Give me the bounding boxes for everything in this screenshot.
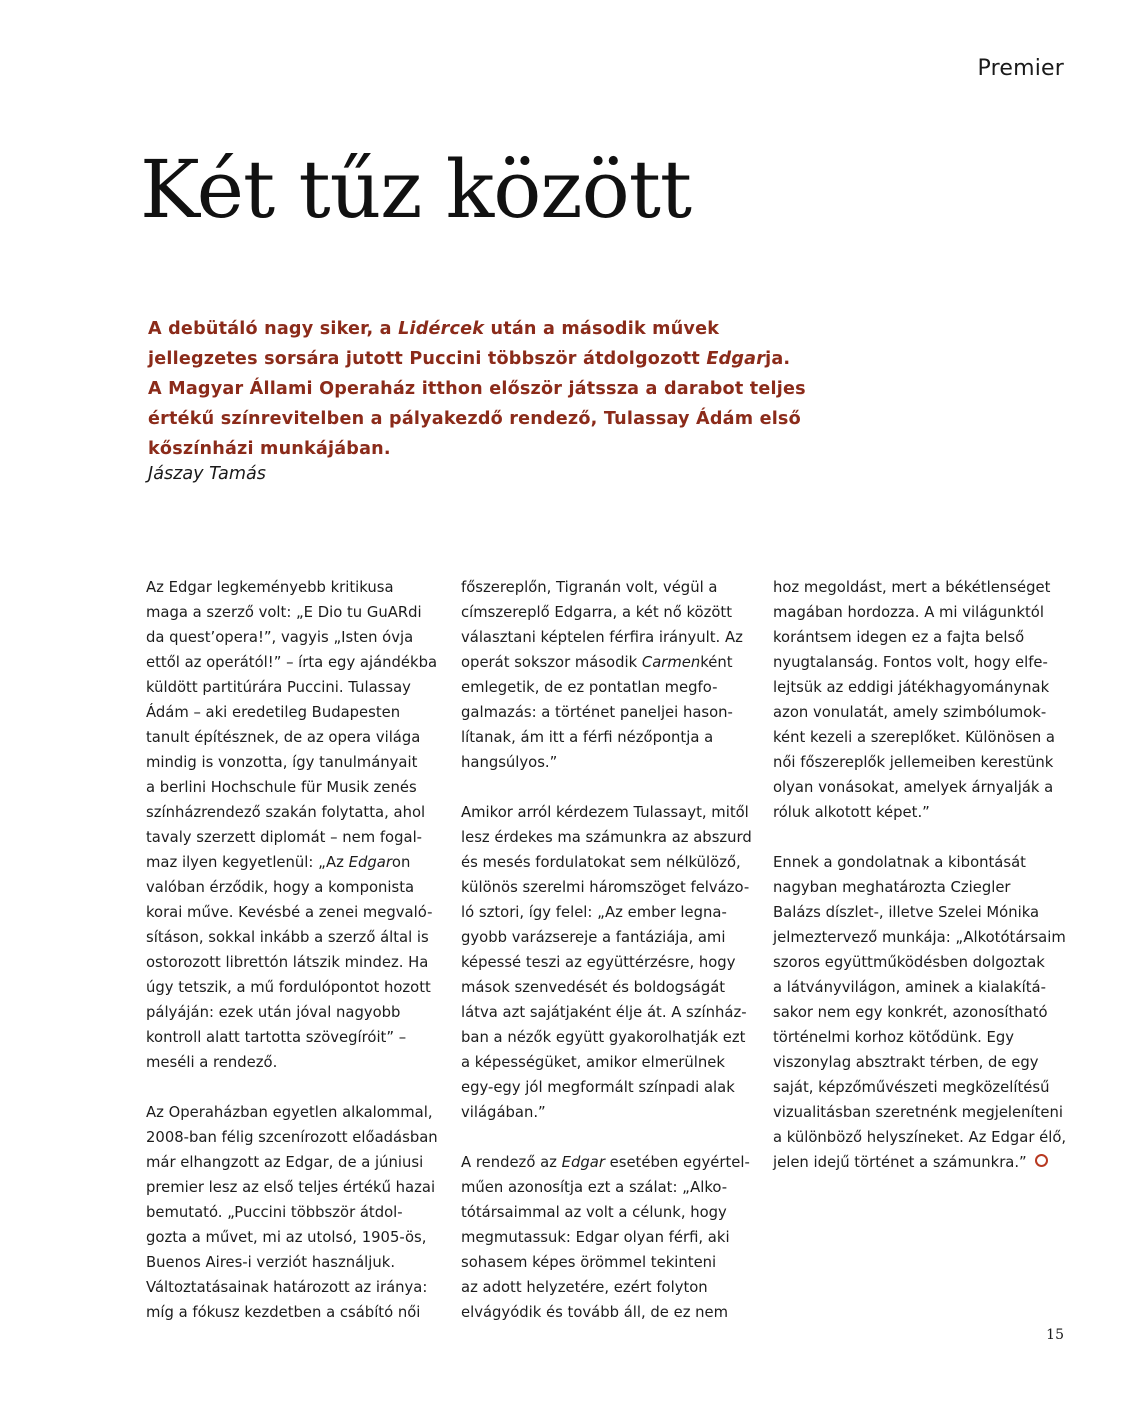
text-run: ló sztori, így felel: „Az ember legna- (461, 904, 727, 921)
text-run: műen azonosítja ezt a szálat: „Alko- (461, 1179, 728, 1196)
text-line (773, 925, 1073, 950)
text-line (146, 1025, 446, 1050)
text-run: a berlini Hochschule für Musik zenés (146, 779, 417, 796)
lead-paragraph (148, 314, 806, 464)
text-line (461, 700, 761, 725)
text-run: ban a nézők együtt gyakorolhatják ezt (461, 1029, 746, 1046)
text-line (461, 875, 761, 900)
text-line (148, 344, 791, 374)
text-run: maga a szerző volt: „E Dio tu GuARdi (146, 604, 422, 621)
text-line (146, 1300, 446, 1325)
text-line (773, 700, 1073, 725)
text-run: ként kezeli a szereplőket. Különösen a (773, 729, 1055, 746)
text-run: Balázs díszlet-, illetve Szelei Mónika (773, 904, 1040, 921)
text-run: már elhangzott az Edgar, de a júniusi (146, 1154, 424, 1171)
author-byline: Jászay Tamás (148, 464, 266, 484)
text-line (146, 1175, 446, 1200)
text-line (461, 1250, 761, 1275)
text-run: választani képtelen férfira irányult. Az (461, 629, 743, 646)
text-line (773, 600, 1073, 625)
text-run: a különböző helyszíneket. Az Edgar élő, (773, 1129, 1067, 1146)
text-run: korántsem idegen ez a fajta belső (773, 629, 1025, 646)
text-run: saját, képzőművészeti megközelítésű (773, 1079, 1050, 1096)
text-run: viszonylag absztrakt térben, de egy (773, 1054, 1039, 1071)
text-line (461, 1025, 761, 1050)
text-run: tótársaimmal az volt a célunk, hogy (461, 1204, 727, 1221)
text-line (773, 725, 1073, 750)
text-run: egy-egy jól megformált színpadi alak (461, 1079, 735, 1096)
text-run: A Magyar Állami Operaház itthon először játssza a darabot teljes (148, 379, 806, 399)
text-run: bemutató. „Puccini többször átdol- (146, 1204, 403, 1221)
text-line (461, 650, 761, 675)
text-run: ostorozott librettón látszik mindez. Ha (146, 954, 429, 971)
text-line (146, 675, 446, 700)
text-line (461, 1100, 761, 1125)
text-line (461, 925, 761, 950)
text-line (773, 750, 1073, 775)
text-run: értékű színrevitelben a pályakezdő rendező, Tulassay Ádám első (148, 409, 801, 429)
text-line (146, 975, 446, 1000)
article-paragraph (461, 800, 761, 1125)
text-run: és mesés fordulatokat sem nélkülöző, (461, 854, 741, 871)
text-run: galmazás: a történet paneljei hason- (461, 704, 733, 721)
text-run: küldött partitúrára Puccini. Tulassay (146, 679, 411, 696)
text-line (146, 725, 446, 750)
text-line (773, 850, 1073, 875)
text-line (773, 625, 1073, 650)
text-run: főszereplőn, Tigranán volt, végül a (461, 579, 718, 596)
text-line (461, 800, 761, 825)
text-run: Az Operaházban egyetlen alkalommal, (146, 1104, 433, 1121)
text-line (146, 925, 446, 950)
text-run: jellegzetes sorsára jutott Puccini többször átdolgozott (148, 349, 707, 369)
text-run: tavaly szerzett diplomát – nem fogal- (146, 829, 423, 846)
page-title: Két tűz között (140, 143, 692, 236)
text-run: róluk alkotott képet.” (773, 804, 930, 821)
text-run: da quest’opera!”, vagyis „Isten óvja (146, 629, 414, 646)
text-line (773, 1100, 1073, 1125)
text-run: tanult építésznek, de az opera világa (146, 729, 421, 746)
text-line (773, 1075, 1073, 1100)
text-run: az adott helyzetére, ezért folyton (461, 1279, 708, 1296)
text-line (773, 1000, 1073, 1025)
text-run: sításon, sokkal inkább a szerző által is (146, 929, 429, 946)
text-run: mások szenvedését és boldogságát (461, 979, 726, 996)
text-run: gozta a művet, mi az utolsó, 1905-ös, (146, 1229, 427, 1246)
text-run: Amikor arról kérdezem Tulassayt, mitől (461, 804, 749, 821)
text-line (146, 850, 446, 875)
text-line (773, 875, 1073, 900)
article-paragraph (773, 575, 1073, 825)
italic-text-run: Carmen (641, 654, 701, 671)
text-line (146, 1100, 446, 1125)
text-line (146, 800, 446, 825)
text-line (146, 600, 446, 625)
text-line (146, 1275, 446, 1300)
text-run: jelen idejű történet a számunkra.” (773, 1154, 1027, 1171)
text-line (461, 1075, 761, 1100)
article-paragraph (461, 1150, 761, 1325)
text-line (461, 675, 761, 700)
article-column-1 (146, 575, 446, 1350)
text-line (461, 725, 761, 750)
text-run: lítanak, ám itt a férfi nézőpontja a (461, 729, 714, 746)
end-of-article-icon (1035, 1154, 1048, 1167)
text-line (773, 975, 1073, 1000)
text-run: lejtsük az eddigi játékhagyománynak (773, 679, 1050, 696)
text-run: megmutassuk: Edgar olyan férfi, aki (461, 1229, 730, 1246)
italic-text-run: Edgar (348, 854, 392, 871)
text-run: női főszereplők jellemeiben kerestünk (773, 754, 1054, 771)
text-run: jelmeztervező munkája: „Alkotótársaim (773, 929, 1066, 946)
text-line (146, 1200, 446, 1225)
text-line (773, 1025, 1073, 1050)
text-run: címszereplő Edgarra, a két nő között (461, 604, 733, 621)
text-line (148, 404, 801, 434)
page-number: 15 (1046, 1327, 1064, 1343)
text-run: valóban érződik, hogy a komponista (146, 879, 415, 896)
text-run: Az Edgar legkeményebb kritikusa (146, 579, 394, 596)
text-line (146, 950, 446, 975)
text-run: korai műve. Kevésbé a zenei megvaló- (146, 904, 433, 921)
text-line (461, 975, 761, 1000)
text-line (146, 625, 446, 650)
text-line (146, 1125, 446, 1150)
text-line (146, 650, 446, 675)
article-paragraph (461, 575, 761, 775)
text-run: történelmi korhoz kötődünk. Egy (773, 1029, 1015, 1046)
text-run: míg a fókusz kezdetben a csábító női (146, 1304, 421, 1321)
text-run: nyugtalanság. Fontos volt, hogy elfe- (773, 654, 1048, 671)
text-line (461, 1200, 761, 1225)
text-line (146, 1000, 446, 1025)
text-run: lesz érdekes ma számunkra az abszurd (461, 829, 752, 846)
text-run: vizualitásban szeretnénk megjeleníteni (773, 1104, 1064, 1121)
text-run: on (391, 854, 411, 871)
text-line (146, 700, 446, 725)
text-run: A debütáló nagy siker, a (148, 319, 399, 339)
text-line (773, 950, 1073, 975)
text-line (461, 1225, 761, 1250)
article-column-2 (461, 575, 761, 1350)
text-line (461, 575, 761, 600)
text-run: Ádám – aki eredetileg Budapesten (146, 704, 401, 721)
text-run: pályáján: ezek után jóval nagyobb (146, 1004, 401, 1021)
article-paragraph (773, 850, 1073, 1175)
text-run: nagyban meghatározta Cziegler (773, 879, 1011, 896)
text-run: Változtatásainak határozott az iránya: (146, 1279, 428, 1296)
text-line (146, 775, 446, 800)
text-run: után a második művek (484, 319, 720, 339)
article-column-3 (773, 575, 1073, 1200)
text-run: 2008-ban félig szcenírozott előadásban (146, 1129, 438, 1146)
text-line (773, 900, 1073, 925)
text-run: Buenos Aires-i verziót használjuk. (146, 1254, 396, 1271)
text-run: ként (700, 654, 733, 671)
text-line (146, 1150, 446, 1175)
text-line (146, 1050, 446, 1075)
text-line (461, 1175, 761, 1200)
text-run: képessé teszi az együttérzésre, hogy (461, 954, 736, 971)
text-line (461, 750, 761, 775)
text-line (461, 625, 761, 650)
text-run: színházrendező szakán folytatta, ahol (146, 804, 426, 821)
text-run: látva azt sajátjaként élje át. A színház- (461, 1004, 747, 1021)
article-paragraph (146, 575, 446, 1075)
italic-text-run: Lidércek (398, 319, 485, 339)
text-run: esetében egyértel- (604, 1154, 750, 1171)
text-line (773, 1125, 1073, 1150)
text-line (773, 1050, 1073, 1075)
text-run: olyan vonásokat, amelyek árnyalják a (773, 779, 1054, 796)
text-line (773, 675, 1073, 700)
text-line (146, 750, 446, 775)
text-line (146, 900, 446, 925)
section-label: Premier (977, 56, 1064, 81)
text-run: gyobb varázsereje a fantáziája, ami (461, 929, 726, 946)
italic-text-run: Edgar (561, 1154, 605, 1171)
text-line (146, 875, 446, 900)
text-run: ja. (765, 349, 791, 369)
text-line (773, 575, 1073, 600)
text-line (146, 825, 446, 850)
text-line (148, 314, 788, 344)
text-run: a látványvilágon, aminek a kialakítá- (773, 979, 1046, 996)
text-run: sohasem képes örömmel tekinteni (461, 1254, 717, 1271)
text-line (148, 374, 806, 404)
text-run: világában.” (461, 1104, 546, 1121)
text-run: meséli a rendező. (146, 1054, 278, 1071)
text-run: sakor nem egy konkrét, azonosítható (773, 1004, 1048, 1021)
text-line (461, 825, 761, 850)
text-run: magában hordozza. A mi világunktól (773, 604, 1044, 621)
text-line (773, 650, 1073, 675)
text-line (773, 775, 1073, 800)
text-line (146, 1250, 446, 1275)
text-run: emlegetik, de ez pontatlan megfo- (461, 679, 718, 696)
text-run: hangsúlyos.” (461, 754, 558, 771)
text-run: kőszínházi munkájában. (148, 439, 391, 459)
article-paragraph (146, 1100, 446, 1325)
text-line (461, 1000, 761, 1025)
text-line (461, 1275, 761, 1300)
text-line (461, 600, 761, 625)
text-run: Ennek a gondolatnak a kibontását (773, 854, 1026, 871)
text-run: kontroll alatt tartotta szövegíróit” – (146, 1029, 407, 1046)
text-line (461, 950, 761, 975)
text-line (773, 1150, 1073, 1175)
text-line (146, 575, 446, 600)
text-run: premier lesz az első teljes értékű hazai (146, 1179, 436, 1196)
text-run: operát sokszor második (461, 654, 642, 671)
text-run: hoz megoldást, mert a békétlenséget (773, 579, 1051, 596)
text-run: elvágyódik és tovább áll, de ez nem (461, 1304, 729, 1321)
text-run: szoros együttműködésben dolgoztak (773, 954, 1045, 971)
text-line (461, 850, 761, 875)
text-run: A rendező az (461, 1154, 562, 1171)
text-line (461, 900, 761, 925)
text-line (461, 1300, 761, 1325)
text-run: ettől az operától!” – írta egy ajándékba (146, 654, 438, 671)
text-run: maz ilyen kegyetlenül: „Az (146, 854, 349, 871)
text-run: különös szerelmi háromszöget felvázo- (461, 879, 750, 896)
text-run: azon vonulatát, amely szimbólumok- (773, 704, 1047, 721)
italic-text-run: Edgar (706, 349, 766, 369)
text-line (461, 1150, 761, 1175)
text-line (461, 1050, 761, 1075)
text-run: mindig is vonzotta, így tanulmányait (146, 754, 418, 771)
text-line (146, 1225, 446, 1250)
text-run: úgy tetszik, a mű fordulópontot hozott (146, 979, 431, 996)
text-run: a képességüket, amikor elmerülnek (461, 1054, 725, 1071)
text-line (773, 800, 1073, 825)
